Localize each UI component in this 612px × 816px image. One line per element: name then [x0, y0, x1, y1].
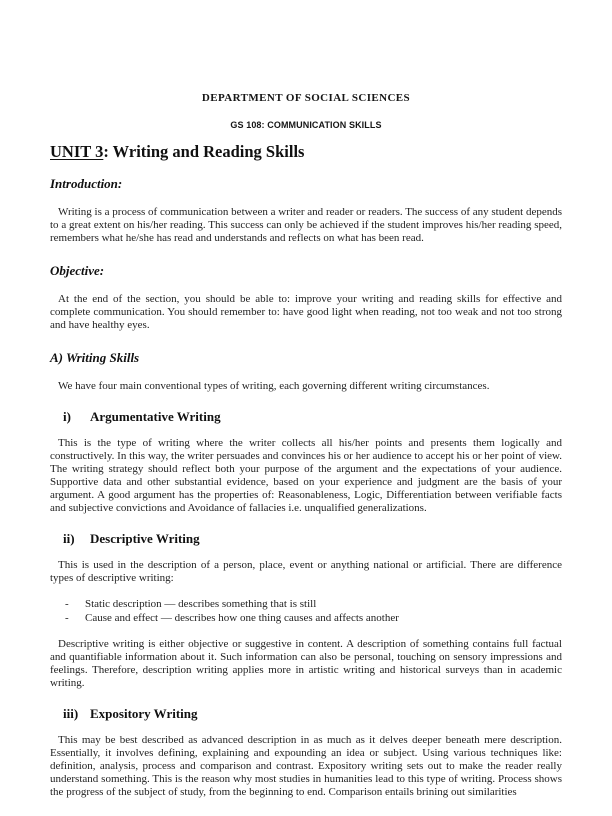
unit-number: UNIT 3	[50, 142, 104, 161]
argumentative-number: i)	[63, 409, 71, 424]
expository-number: iii)	[63, 706, 79, 721]
writing-skills-intro: We have four main conventional types of writing, each governing different writing circumstances.	[58, 380, 490, 392]
department-header: DEPARTMENT OF SOCIAL SCIENCES	[201, 92, 411, 104]
argumentative-writing-heading	[63, 409, 562, 424]
list-item-text: Cause and effect — describes how one thing causes and affects another	[85, 611, 399, 624]
descriptive-intro-paragraph: This is used in the description of a person, place, event or anything national or artificial. There are difference types of descriptive writing:	[50, 559, 562, 584]
descriptive-number: ii)	[63, 531, 75, 546]
descriptive-writing-heading	[63, 531, 562, 546]
introduction-paragraph: Writing is a process of communication between a writer and reader or readers. The success of any student depends to a great extent on his/her reading. This success can only be achieved if the student improves his/her reading speed, remembers what he/she has read and understands and reflects on what has been read.	[50, 206, 562, 244]
list-item-text: Static description — describes something that is still	[85, 598, 317, 610]
objective-heading: Objective:	[50, 263, 105, 278]
expository-paragraph: This may be best described as advanced description in as much as it delves deeper beneath mere description. Essentially, it involves defining, explaining and expounding an idea or subject. Using various techniques like: definition, analysis, process and comparison and contrast. Expository writing sets out to make the reader really understand something. This is the reason why most studies in humanities lead to this type of writing. Process shows the progress of the subject of study, from the beginning to end. Comparison entails brining out similarities	[50, 734, 562, 798]
list-item	[65, 598, 562, 612]
dash-bullet-icon: -	[65, 598, 69, 610]
course-header: GS 108: COMMUNICATION SKILLS	[230, 120, 382, 130]
expository-heading-label: Expository Writing	[90, 706, 198, 721]
expository-writing-heading	[63, 706, 562, 721]
unit-title-text: : Writing and Reading Skills	[103, 142, 305, 161]
list-item	[65, 612, 562, 626]
descriptive-types-list	[50, 598, 562, 625]
writing-skills-heading: A) Writing Skills	[50, 350, 140, 365]
argumentative-heading-label: Argumentative Writing	[90, 409, 221, 424]
introduction-heading: Introduction:	[50, 176, 123, 191]
document-page	[0, 92, 612, 816]
descriptive-body-paragraph: Descriptive writing is either objective or suggestive in content. A description of something contains full factual and quantifiable information about it. Such information can also be personal, touching on sensory impressions and feelings. Therefore, description writing applies more in artistic writing and historical surveys than in academic writing.	[50, 638, 562, 689]
argumentative-paragraph: This is the type of writing where the writer collects all his/her points and presents them logically and constructively. In this way, the writer persuades and convinces his or her audience to accept his or her point of view. The writing strategy should reflect both your purpose of the argument and the expectations of your audience. Supportive data and other substantial evidence, based on your experience and judgment are the basis of your argument. A good argument has the properties of: Reasonableness, Logic, Differentiation between verifiable facts and subjective convictions and Avoidance of fallacies i.e. unqualified generalizations.	[50, 437, 562, 514]
objective-paragraph: At the end of the section, you should be able to: improve your writing and reading skills for effective and complete communication. You should remember to: have good light when reading, not too weak and not too strong and have healthy eyes.	[50, 293, 562, 331]
descriptive-heading-label: Descriptive Writing	[90, 531, 200, 546]
unit-title	[50, 142, 562, 161]
dash-bullet-icon: -	[65, 611, 69, 624]
